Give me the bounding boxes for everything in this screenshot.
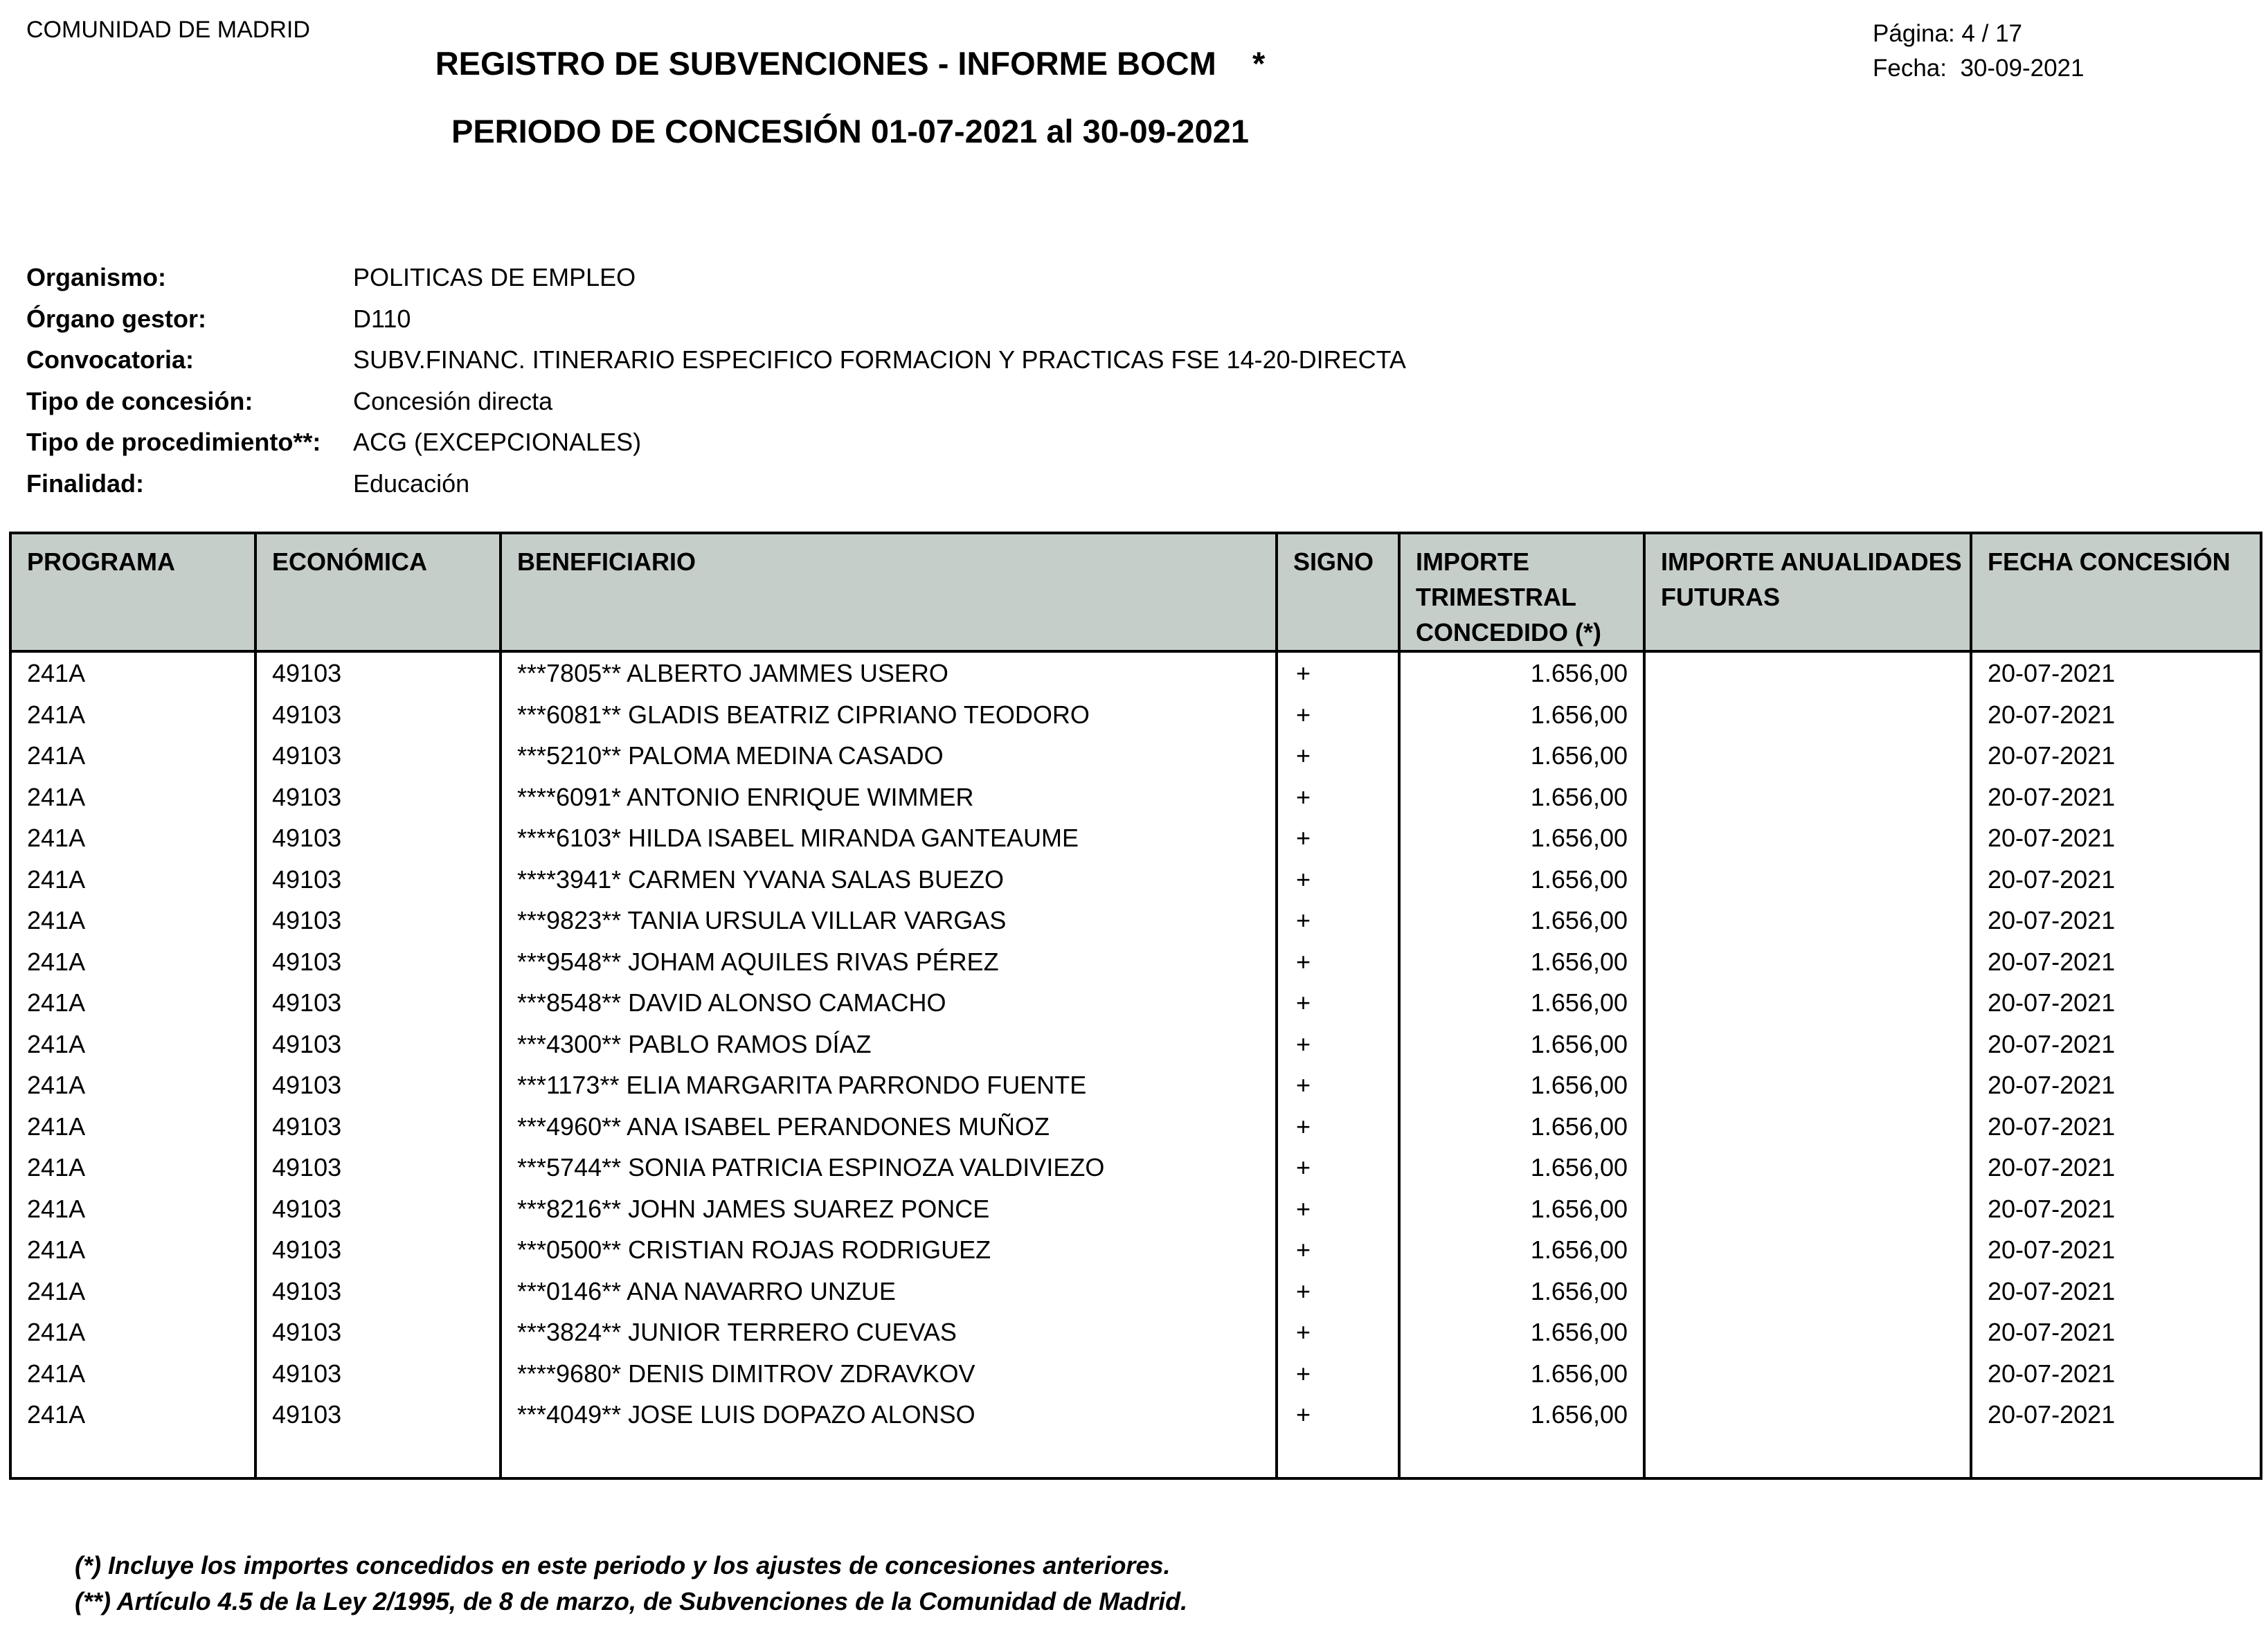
cell-fecha: 20-07-2021 — [1971, 1229, 2261, 1271]
cell-programa: 241A — [10, 859, 255, 900]
meta-label: Finalidad: — [26, 469, 144, 498]
cell-beneficiario: ***8548** DAVID ALONSO CAMACHO — [501, 982, 1277, 1024]
page-info — [1873, 17, 2084, 86]
cell-economica: 49103 — [255, 1312, 501, 1353]
cell-beneficiario: ****6103* HILDA ISABEL MIRANDA GANTEAUME — [501, 817, 1277, 859]
table-row — [10, 982, 2261, 1024]
cell-importe-anualidades — [1644, 1271, 1971, 1312]
empty-cell — [1399, 1436, 1644, 1478]
cell-signo: + — [1277, 859, 1399, 900]
cell-beneficiario: ***1173** ELIA MARGARITA PARRONDO FUENTE — [501, 1065, 1277, 1106]
cell-signo: + — [1277, 1024, 1399, 1065]
cell-importe-trimestral: 1.656,00 — [1399, 1147, 1644, 1188]
report-title: REGISTRO DE SUBVENCIONES - INFORME BOCM * — [435, 45, 1266, 82]
empty-cell — [501, 1436, 1277, 1478]
cell-beneficiario: ***3824** JUNIOR TERRERO CUEVAS — [501, 1312, 1277, 1353]
cell-fecha: 20-07-2021 — [1971, 941, 2261, 983]
cell-signo: + — [1277, 1394, 1399, 1436]
org-name: COMUNIDAD DE MADRID — [26, 17, 310, 43]
cell-beneficiario: ***5210** PALOMA MEDINA CASADO — [501, 735, 1277, 777]
empty-cell — [1971, 1436, 2261, 1478]
cell-importe-trimestral: 1.656,00 — [1399, 651, 1644, 694]
cell-beneficiario: ***9548** JOHAM AQUILES RIVAS PÉREZ — [501, 941, 1277, 983]
table-row — [10, 777, 2261, 818]
cell-fecha: 20-07-2021 — [1971, 900, 2261, 941]
table-row — [10, 651, 2261, 694]
cell-importe-anualidades — [1644, 735, 1971, 777]
cell-signo: + — [1277, 1188, 1399, 1230]
meta-value: SUBV.FINANC. ITINERARIO ESPECIFICO FORMACION Y PRACTICAS FSE 14-20-DIRECTA — [353, 345, 1406, 374]
cell-importe-trimestral: 1.656,00 — [1399, 817, 1644, 859]
cell-economica: 49103 — [255, 982, 501, 1024]
cell-signo: + — [1277, 651, 1399, 694]
cell-programa: 241A — [10, 817, 255, 859]
cell-importe-anualidades — [1644, 1147, 1971, 1188]
cell-importe-trimestral: 1.656,00 — [1399, 1394, 1644, 1436]
cell-importe-anualidades — [1644, 651, 1971, 694]
table-row — [10, 1353, 2261, 1395]
col-beneficiario: BENEFICIARIO — [501, 533, 1277, 651]
empty-cell — [255, 1436, 501, 1478]
cell-fecha: 20-07-2021 — [1971, 1188, 2261, 1230]
cell-signo: + — [1277, 777, 1399, 818]
cell-fecha: 20-07-2021 — [1971, 1147, 2261, 1188]
table-row — [10, 1271, 2261, 1312]
cell-economica: 49103 — [255, 900, 501, 941]
cell-importe-trimestral: 1.656,00 — [1399, 735, 1644, 777]
cell-importe-trimestral: 1.656,00 — [1399, 1312, 1644, 1353]
cell-programa: 241A — [10, 694, 255, 736]
cell-programa: 241A — [10, 777, 255, 818]
cell-beneficiario: ***4960** ANA ISABEL PERANDONES MUÑOZ — [501, 1106, 1277, 1148]
table-row — [10, 1229, 2261, 1271]
cell-importe-anualidades — [1644, 1024, 1971, 1065]
cell-signo: + — [1277, 1271, 1399, 1312]
cell-importe-trimestral: 1.656,00 — [1399, 1271, 1644, 1312]
cell-signo: + — [1277, 735, 1399, 777]
cell-programa: 241A — [10, 735, 255, 777]
footnotes — [75, 1548, 1187, 1620]
cell-signo: + — [1277, 1147, 1399, 1188]
cell-fecha: 20-07-2021 — [1971, 1065, 2261, 1106]
table-header-row — [10, 533, 2261, 651]
cell-economica: 49103 — [255, 859, 501, 900]
cell-importe-trimestral: 1.656,00 — [1399, 859, 1644, 900]
cell-fecha: 20-07-2021 — [1971, 859, 2261, 900]
cell-signo: + — [1277, 1353, 1399, 1395]
cell-importe-trimestral: 1.656,00 — [1399, 900, 1644, 941]
cell-fecha: 20-07-2021 — [1971, 817, 2261, 859]
meta-label: Tipo de concesión: — [26, 386, 253, 415]
cell-programa: 241A — [10, 1147, 255, 1188]
cell-signo: + — [1277, 694, 1399, 736]
cell-importe-trimestral: 1.656,00 — [1399, 941, 1644, 983]
cell-importe-anualidades — [1644, 777, 1971, 818]
empty-cell — [1277, 1436, 1399, 1478]
cell-importe-anualidades — [1644, 859, 1971, 900]
cell-programa: 241A — [10, 1024, 255, 1065]
cell-importe-anualidades — [1644, 1312, 1971, 1353]
cell-economica: 49103 — [255, 1106, 501, 1148]
cell-importe-anualidades — [1644, 694, 1971, 736]
cell-programa: 241A — [10, 1271, 255, 1312]
empty-cell — [10, 1436, 255, 1478]
cell-importe-trimestral: 1.656,00 — [1399, 777, 1644, 818]
cell-fecha: 20-07-2021 — [1971, 1353, 2261, 1395]
cell-importe-anualidades — [1644, 1106, 1971, 1148]
cell-programa: 241A — [10, 1353, 255, 1395]
report-date: Fecha: 30-09-2021 — [1873, 55, 2085, 82]
cell-importe-anualidades — [1644, 1353, 1971, 1395]
meta-label: Tipo de procedimiento**: — [26, 428, 321, 456]
col-signo: SIGNO — [1277, 533, 1399, 651]
cell-economica: 49103 — [255, 1229, 501, 1271]
cell-fecha: 20-07-2021 — [1971, 1271, 2261, 1312]
cell-fecha: 20-07-2021 — [1971, 651, 2261, 694]
cell-programa: 241A — [10, 1229, 255, 1271]
table-row — [10, 1065, 2261, 1106]
cell-programa: 241A — [10, 941, 255, 983]
table-row — [10, 941, 2261, 983]
cell-fecha: 20-07-2021 — [1971, 1394, 2261, 1436]
cell-importe-trimestral: 1.656,00 — [1399, 694, 1644, 736]
meta-value: Concesión directa — [353, 386, 553, 415]
meta-label: Organismo: — [26, 263, 167, 291]
col-fecha-concesion: FECHA CONCESIÓN — [1971, 533, 2261, 651]
cell-fecha: 20-07-2021 — [1971, 694, 2261, 736]
cell-beneficiario: ***9823** TANIA URSULA VILLAR VARGAS — [501, 900, 1277, 941]
cell-fecha: 20-07-2021 — [1971, 777, 2261, 818]
cell-beneficiario: ***4049** JOSE LUIS DOPAZO ALONSO — [501, 1394, 1277, 1436]
cell-beneficiario: ***4300** PABLO RAMOS DÍAZ — [501, 1024, 1277, 1065]
col-programa: PROGRAMA — [10, 533, 255, 651]
table-row — [10, 694, 2261, 736]
table-row — [10, 859, 2261, 900]
cell-importe-anualidades — [1644, 941, 1971, 983]
cell-importe-trimestral: 1.656,00 — [1399, 1188, 1644, 1230]
table-row — [10, 900, 2261, 941]
cell-beneficiario: ***0146** ANA NAVARRO UNZUE — [501, 1271, 1277, 1312]
report-subtitle: PERIODO DE CONCESIÓN 01-07-2021 al 30-09-2021 — [451, 113, 1249, 150]
cell-programa: 241A — [10, 1394, 255, 1436]
cell-importe-anualidades — [1644, 1188, 1971, 1230]
cell-programa: 241A — [10, 1065, 255, 1106]
cell-fecha: 20-07-2021 — [1971, 1106, 2261, 1148]
table-row — [10, 1188, 2261, 1230]
meta-value: POLITICAS DE EMPLEO — [353, 263, 636, 291]
col-importe-anualidades: IMPORTE ANUALIDADES FUTURAS — [1644, 533, 1971, 651]
cell-beneficiario: ***6081** GLADIS BEATRIZ CIPRIANO TEODORO — [501, 694, 1277, 736]
meta-label: Órgano gestor: — [26, 304, 207, 333]
cell-beneficiario: ***5744** SONIA PATRICIA ESPINOZA VALDIVIEZO — [501, 1147, 1277, 1188]
table-bottom-spacer — [10, 1436, 2261, 1478]
cell-signo: + — [1277, 817, 1399, 859]
page-number: Página: 4 / 17 — [1873, 20, 2022, 47]
meta-value: D110 — [353, 304, 411, 333]
cell-economica: 49103 — [255, 1147, 501, 1188]
table-row — [10, 1394, 2261, 1436]
cell-importe-trimestral: 1.656,00 — [1399, 982, 1644, 1024]
cell-economica: 49103 — [255, 941, 501, 983]
meta-label: Convocatoria: — [26, 345, 195, 374]
cell-economica: 49103 — [255, 1188, 501, 1230]
cell-programa: 241A — [10, 900, 255, 941]
col-importe-trimestral: IMPORTE TRIMESTRAL CONCEDIDO (*) — [1399, 533, 1644, 651]
cell-beneficiario: ***0500** CRISTIAN ROJAS RODRIGUEZ — [501, 1229, 1277, 1271]
cell-importe-trimestral: 1.656,00 — [1399, 1065, 1644, 1106]
cell-beneficiario: ***8216** JOHN JAMES SUAREZ PONCE — [501, 1188, 1277, 1230]
cell-programa: 241A — [10, 1188, 255, 1230]
cell-economica: 49103 — [255, 1353, 501, 1395]
cell-fecha: 20-07-2021 — [1971, 1312, 2261, 1353]
cell-economica: 49103 — [255, 1271, 501, 1312]
cell-programa: 241A — [10, 1106, 255, 1148]
cell-fecha: 20-07-2021 — [1971, 982, 2261, 1024]
cell-fecha: 20-07-2021 — [1971, 1024, 2261, 1065]
cell-programa: 241A — [10, 651, 255, 694]
cell-signo: + — [1277, 982, 1399, 1024]
cell-signo: + — [1277, 1229, 1399, 1271]
cell-signo: + — [1277, 941, 1399, 983]
cell-importe-trimestral: 1.656,00 — [1399, 1024, 1644, 1065]
cell-beneficiario: ***7805** ALBERTO JAMMES USERO — [501, 651, 1277, 694]
cell-beneficiario: ****9680* DENIS DIMITROV ZDRAVKOV — [501, 1353, 1277, 1395]
cell-signo: + — [1277, 1312, 1399, 1353]
cell-importe-anualidades — [1644, 982, 1971, 1024]
table-row — [10, 1147, 2261, 1188]
cell-beneficiario: ****3941* CARMEN YVANA SALAS BUEZO — [501, 859, 1277, 900]
table-row — [10, 735, 2261, 777]
cell-signo: + — [1277, 1106, 1399, 1148]
cell-beneficiario: ****6091* ANTONIO ENRIQUE WIMMER — [501, 777, 1277, 818]
subsidies-table — [9, 532, 2262, 1480]
cell-importe-anualidades — [1644, 900, 1971, 941]
cell-importe-anualidades — [1644, 817, 1971, 859]
table-row — [10, 1312, 2261, 1353]
cell-importe-anualidades — [1644, 1065, 1971, 1106]
cell-signo: + — [1277, 1065, 1399, 1106]
cell-programa: 241A — [10, 982, 255, 1024]
cell-importe-trimestral: 1.656,00 — [1399, 1353, 1644, 1395]
cell-fecha: 20-07-2021 — [1971, 735, 2261, 777]
table-row — [10, 817, 2261, 859]
meta-value: ACG (EXCEPCIONALES) — [353, 428, 642, 456]
cell-economica: 49103 — [255, 1394, 501, 1436]
cell-economica: 49103 — [255, 694, 501, 736]
footnote: (*) Incluye los importes concedidos en este periodo y los ajustes de concesiones anteriores. — [75, 1551, 1171, 1579]
cell-economica: 49103 — [255, 777, 501, 818]
table-row — [10, 1106, 2261, 1148]
cell-importe-anualidades — [1644, 1229, 1971, 1271]
cell-economica: 49103 — [255, 1065, 501, 1106]
empty-cell — [1644, 1436, 1971, 1478]
cell-economica: 49103 — [255, 651, 501, 694]
cell-economica: 49103 — [255, 735, 501, 777]
cell-programa: 241A — [10, 1312, 255, 1353]
cell-importe-anualidades — [1644, 1394, 1971, 1436]
cell-signo: + — [1277, 900, 1399, 941]
cell-economica: 49103 — [255, 1024, 501, 1065]
col-economica: ECONÓMICA — [255, 533, 501, 651]
meta-value: Educación — [353, 469, 470, 498]
cell-economica: 49103 — [255, 817, 501, 859]
cell-importe-trimestral: 1.656,00 — [1399, 1106, 1644, 1148]
footnote: (**) Artículo 4.5 de la Ley 2/1995, de 8 de marzo, de Subvenciones de la Comunidad de Madrid. — [75, 1587, 1188, 1615]
table-row — [10, 1024, 2261, 1065]
cell-importe-trimestral: 1.656,00 — [1399, 1229, 1644, 1271]
